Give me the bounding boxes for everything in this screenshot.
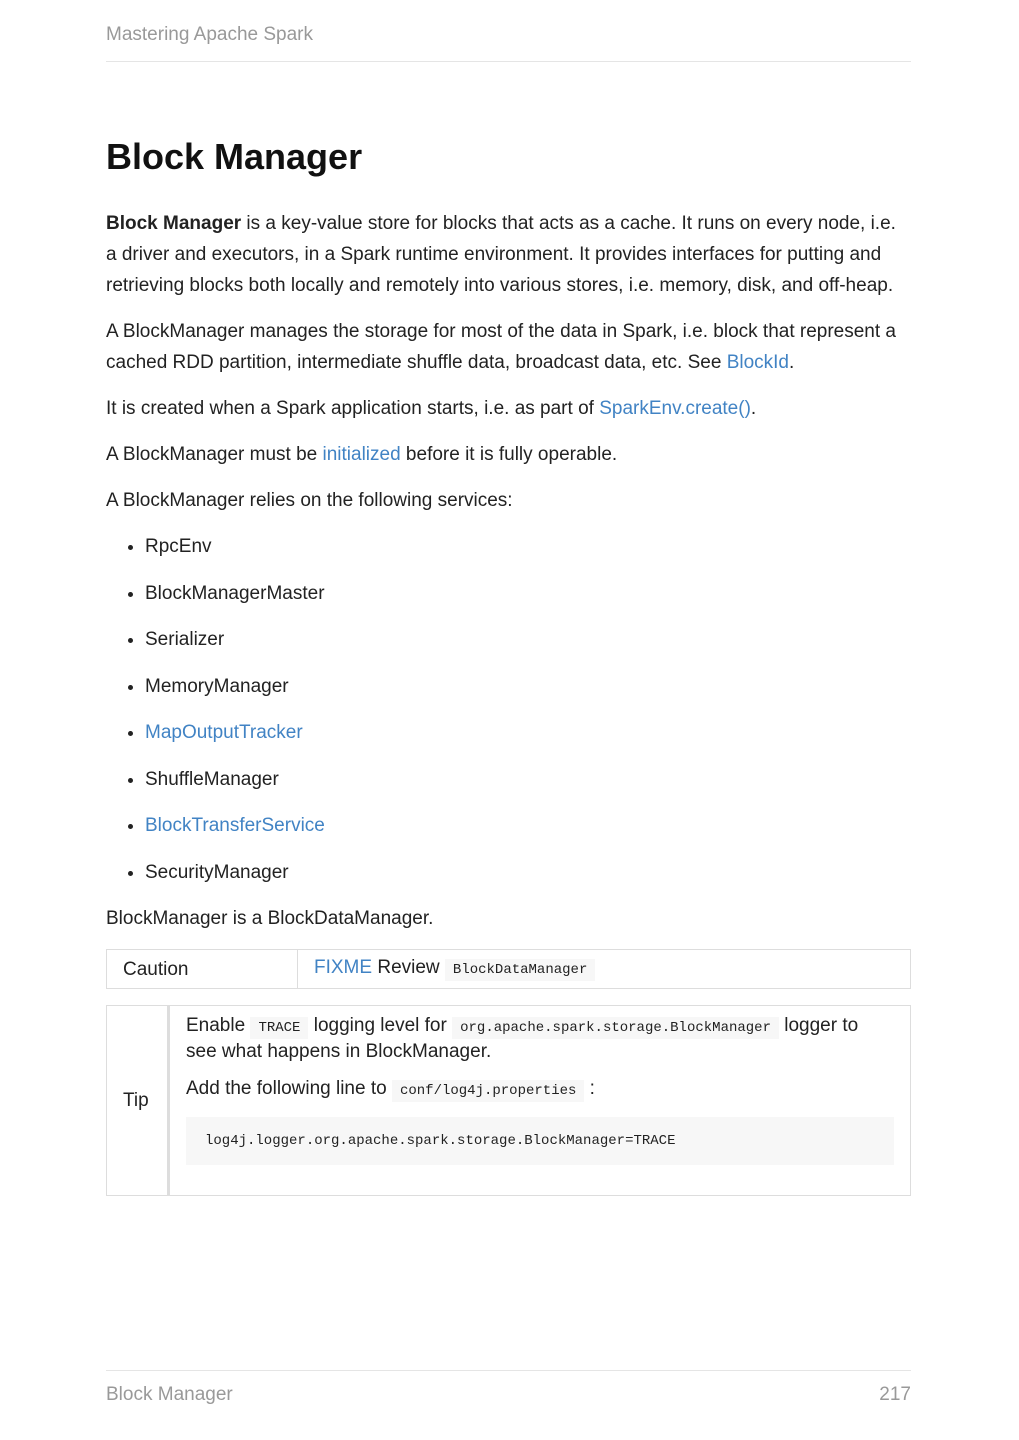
text: Add the following line to — [186, 1078, 392, 1099]
running-footer — [106, 1370, 911, 1406]
caution-body — [298, 950, 911, 989]
code-block: log4j.logger.org.apache.spark.storage.BlockManager=TRACE — [186, 1117, 894, 1165]
paragraph: BlockManager is a BlockDataManager. — [106, 908, 434, 929]
list-item — [145, 764, 911, 795]
text: Enable — [186, 1015, 251, 1036]
paragraph — [106, 316, 911, 378]
caution-label: Caution — [107, 950, 298, 989]
service-memorymanager: MemoryManager — [145, 675, 289, 697]
list-item — [145, 624, 911, 655]
inline-code: org.apache.spark.storage.BlockManager — [452, 1017, 779, 1039]
paragraph: A BlockManager relies on the following services: — [106, 490, 513, 511]
list-item — [145, 717, 911, 748]
text: logger to see what happens in BlockManager. — [186, 1015, 859, 1062]
caution-admonition — [106, 949, 911, 989]
blockid-link[interactable]: BlockId — [726, 352, 789, 373]
text: It is created when a Spark application starts, i.e. as part of — [106, 398, 600, 419]
text: . — [750, 398, 757, 419]
sparkenv-create-link[interactable]: SparkEnv.create() — [599, 398, 751, 419]
content — [106, 208, 911, 1196]
page-number: 217 — [879, 1384, 911, 1405]
text: logging level for — [308, 1015, 453, 1036]
bold-term: Block Manager — [106, 213, 242, 234]
text: A BlockManager manages the storage for most of the data in Spark, i.e. block that represent a cached RDD partition, intermediate shuffle data, broadcast data, etc. See — [106, 321, 896, 373]
list-item — [145, 857, 911, 888]
list-item — [145, 531, 911, 562]
service-rpcenv: RpcEnv — [145, 536, 212, 557]
service-mapoutputtracker[interactable]: MapOutputTracker — [145, 722, 303, 743]
text: is a key-value store for blocks that acts as a cache. It runs on every node, i.e. a driver and executors, in a Spark runtime environment. It provides interfaces for putting and retrieving blocks both locally and remotely into various stores, i.e. memory, disk, and off-heap. — [106, 213, 896, 296]
intro-paragraph — [106, 208, 911, 301]
service-blocktransferservice[interactable]: BlockTransferService — [145, 815, 325, 836]
service-securitymanager: SecurityManager — [145, 861, 289, 883]
book-title: Mastering Apache Spark — [106, 24, 314, 45]
paragraph — [106, 393, 911, 424]
text: before it is fully operable. — [400, 444, 618, 465]
page-title: Block Manager — [106, 136, 363, 177]
service-shufflemanager: ShuffleManager — [145, 768, 279, 790]
service-serializer: Serializer — [145, 629, 225, 650]
list-item — [145, 810, 911, 841]
running-header — [106, 24, 911, 62]
fixme-link[interactable]: FIXME — [314, 957, 373, 978]
paragraph — [106, 439, 911, 470]
inline-code: conf/log4j.properties — [392, 1080, 584, 1102]
list-item — [145, 671, 911, 702]
inline-code: BlockDataManager — [445, 959, 595, 981]
tip-paragraph — [186, 1077, 894, 1103]
list-item — [145, 578, 911, 609]
services-list — [106, 531, 911, 888]
tip-admonition — [106, 1005, 911, 1196]
tip-paragraph — [186, 1014, 894, 1063]
tip-body — [169, 1006, 911, 1196]
text: . — [789, 352, 795, 373]
initialized-link[interactable]: initialized — [322, 444, 401, 465]
tip-label: Tip — [107, 1006, 169, 1196]
chapter-name: Block Manager — [106, 1384, 233, 1405]
service-blockmanagermaster: BlockManagerMaster — [145, 582, 325, 604]
text: : — [584, 1078, 595, 1099]
inline-code: TRACE — [250, 1017, 308, 1039]
text: Review — [372, 957, 445, 978]
text: A BlockManager must be — [106, 444, 323, 465]
